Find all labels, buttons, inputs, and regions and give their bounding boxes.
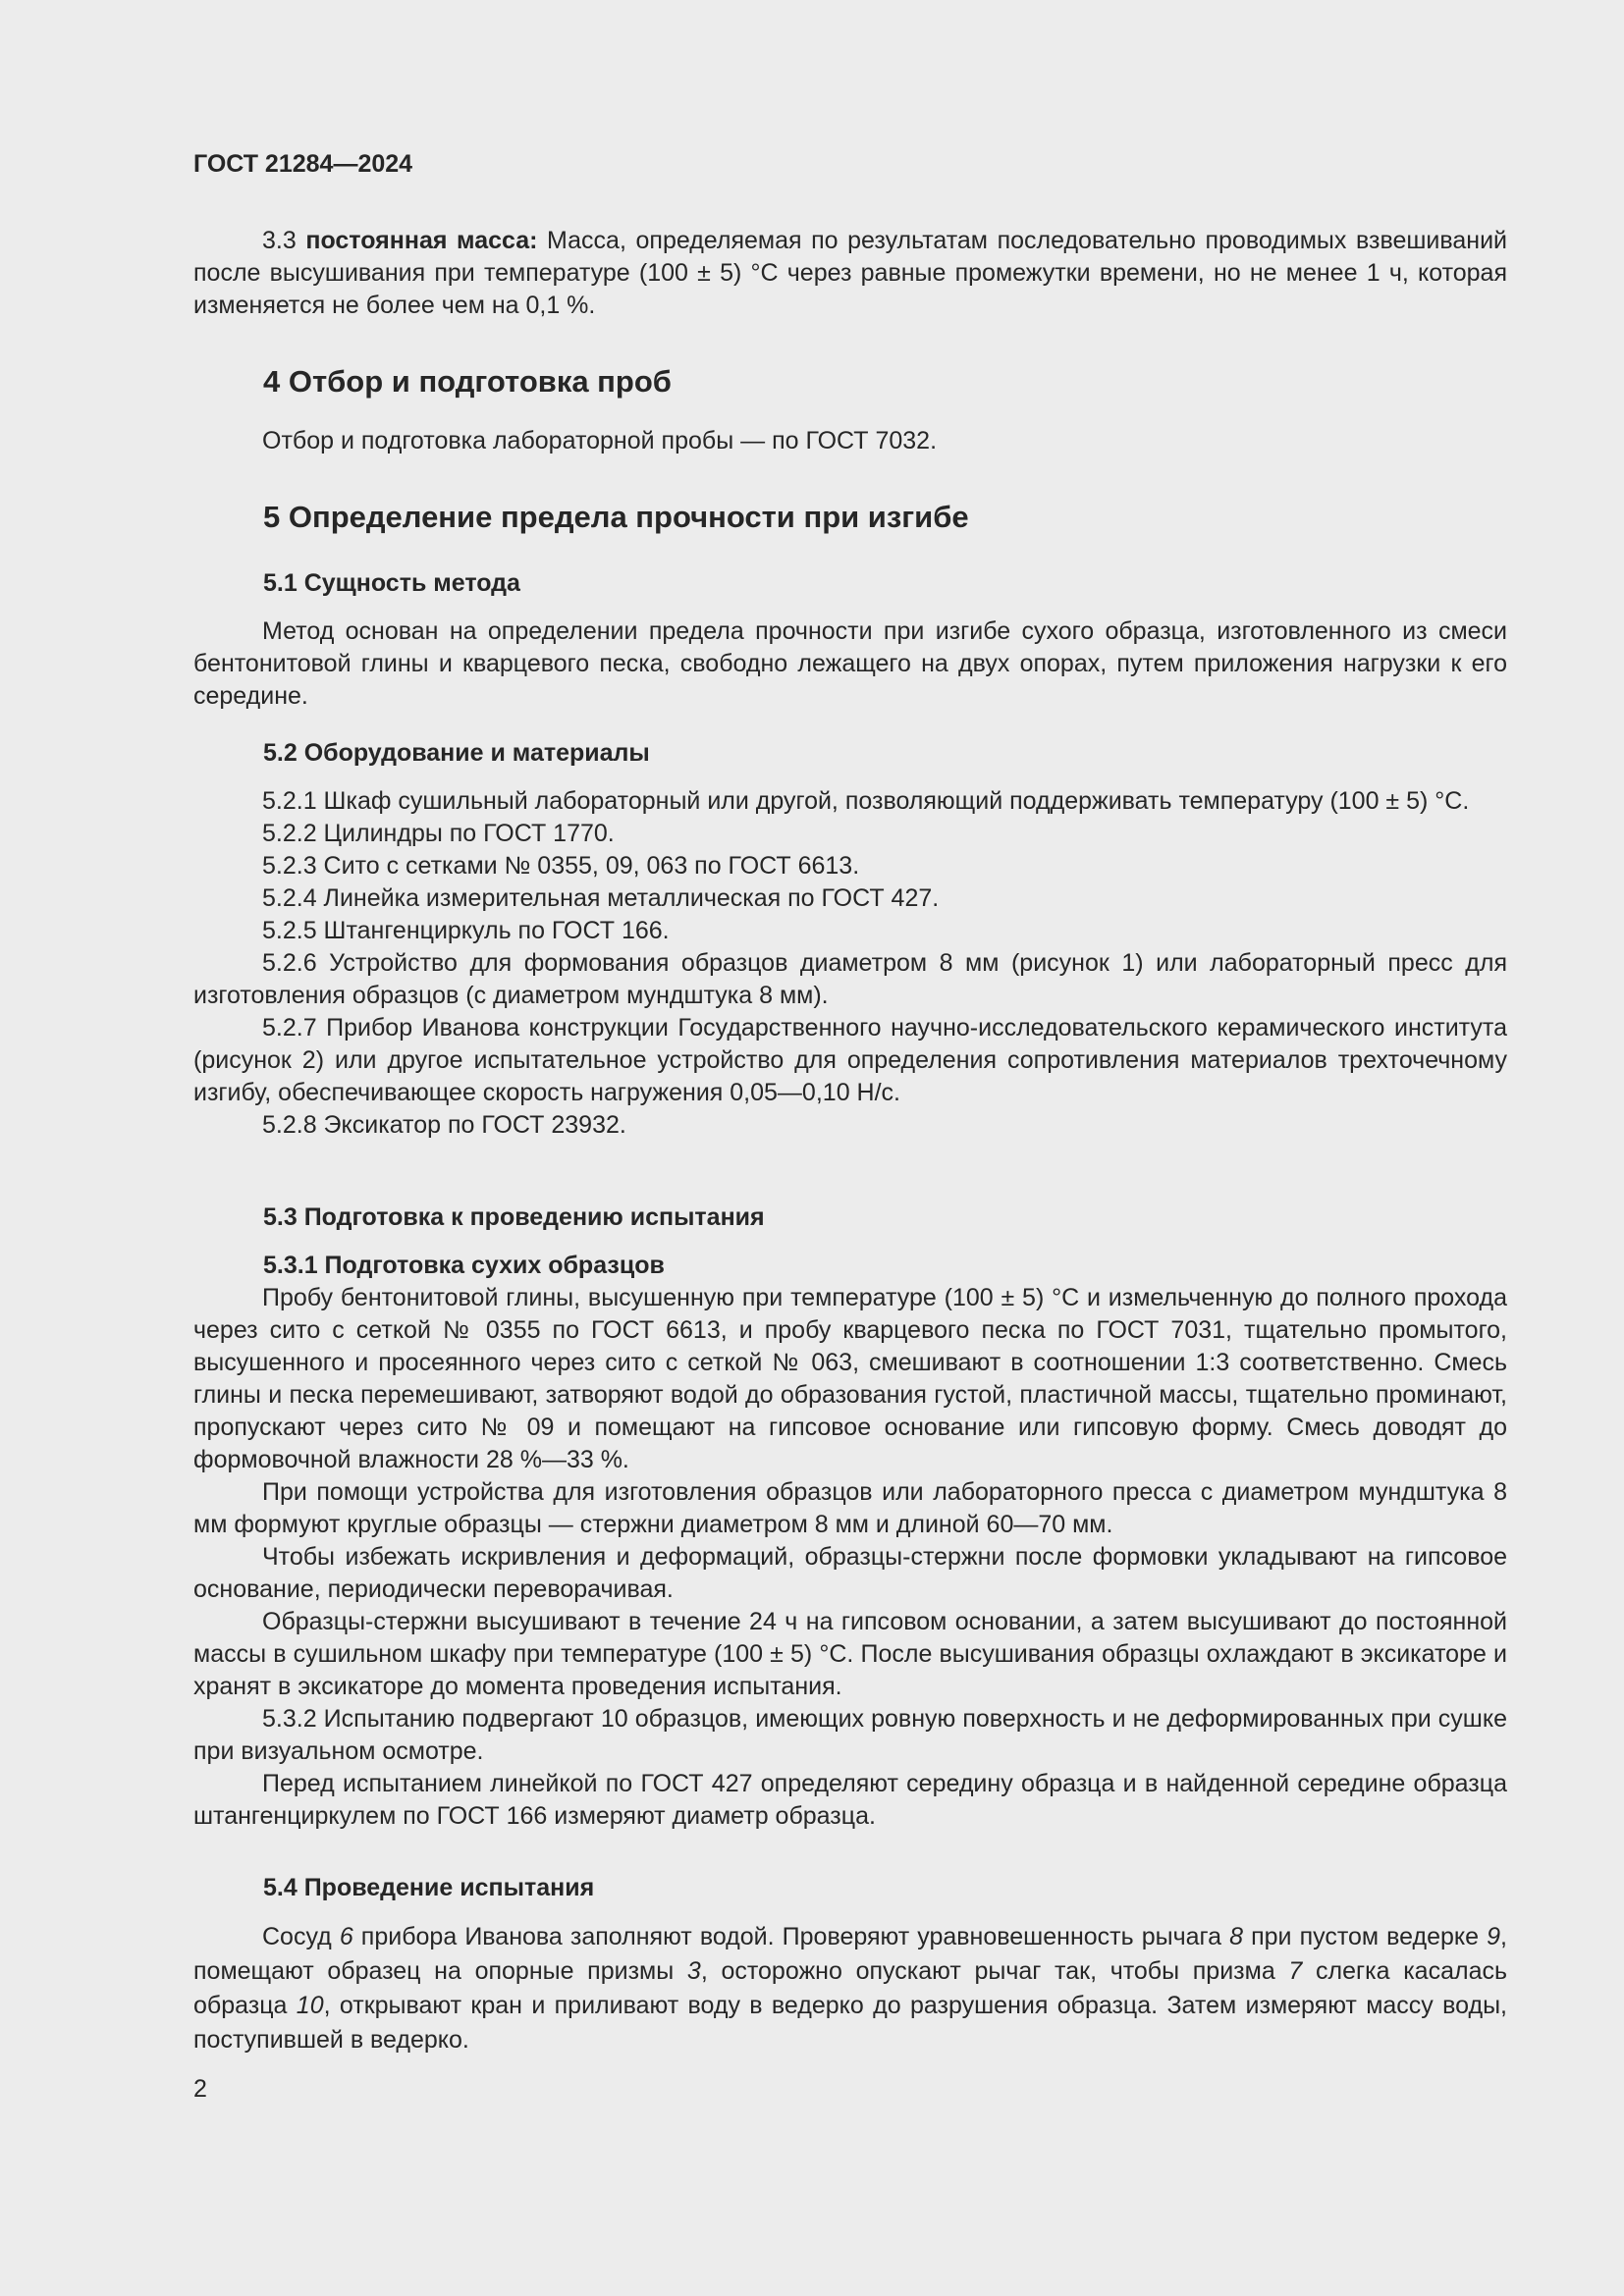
paragraph: Чтобы избежать искривления и деформаций, образцы-стержни после формовки укладывают на гипсовое основание, периодически переворачивая.	[193, 1543, 1507, 1603]
equipment-list	[193, 785, 1507, 1142]
section-4-text: Отбор и подготовка лабораторной пробы — по ГОСТ 7032.	[262, 427, 938, 454]
paragraph: При помощи устройства для изготовления образцов или лабораторного пресса с диаметром мундштука 8 мм формуют круглые образцы — стержни диаметром 8 мм и длиной 60—70 мм.	[193, 1478, 1507, 1538]
paragraph: Пробу бентонитовой глины, высушенную при температуре (100 ± 5) °С и измельченную до полного прохода через сито с сеткой № 0355 по ГОСТ 6613, и пробу кварцевого песка по ГОСТ 7031, тщательно промытого, высушенного и просеянного через сито с сеткой № 063, смешивают в соотношении 1:3 соответственно. Смесь глины и песка перемешивают, затворяют водой до образования густой, пластичной массы, тщательно проминают, пропускают через сито № 09 и помещают на гипсовое основание или гипсовую форму. Смесь доводят до формовочной влажности 28 %—33 %.	[193, 1284, 1507, 1473]
paragraph: Образцы-стержни высушивают в течение 24 ч на гипсовом основании, а затем высушивают до постоянной массы в сушильном шкафу при температуре (100 ± 5) °С. После высушивания образцы охлаждают в эксикаторе и хранят в эксикаторе до момента проведения испытания.	[193, 1608, 1507, 1700]
equipment-item: 5.2.6 Устройство для формования образцов диаметром 8 мм (рисунок 1) или лабораторный пресс для изготовления образцов (с диаметром мундштука 8 мм).	[193, 949, 1507, 1009]
paragraph: 5.3.2 Испытанию подвергают 10 образцов, имеющих ровную поверхность и не деформированных при сушке при визуальном осмотре.	[193, 1705, 1507, 1765]
section-5-2-title: 5.2 Оборудование и материалы	[263, 739, 650, 767]
equipment-item: 5.2.3 Сито с сетками № 0355, 09, 063 по ГОСТ 6613.	[262, 852, 860, 880]
document-header: ГОСТ 21284—2024	[193, 150, 413, 178]
section-5-1-text: Метод основан на определении предела прочности при изгибе сухого образца, изготовленного из смеси бентонитовой глины и кварцевого песка, свободно лежащего на двух опорах, путем приложения нагрузки к его середине.	[193, 617, 1507, 710]
section-5-4-title: 5.4 Проведение испытания	[263, 1874, 595, 1901]
equipment-item: 5.2.7 Прибор Иванова конструкции Государственного научно-исследовательского керамического института (рисунок 2) или другое испытательное устройство для определения сопротивления материалов трехточечному изгибу, обеспечивающее скорость нагружения 0,05—0,10 Н/с.	[193, 1014, 1507, 1106]
section-5-1-title: 5.1 Сущность метода	[263, 569, 520, 597]
page-number: 2	[193, 2075, 207, 2103]
section-5-4-text: Сосуд 6 прибора Иванова заполняют водой. Проверяют уравновешенность рычага 8 при пустом ведерке 9, помещают образец на опорные призмы 3, осторожно опускают рычаг так, чтобы призма 7 слегка касалась образца 10, открывают кран и приливают воду в ведерко до разрушения образца. Затем измеряют массу воды, поступившей в ведерко.	[193, 1923, 1508, 2054]
equipment-item: 5.2.2 Цилиндры по ГОСТ 1770.	[262, 820, 615, 847]
section-5-3-1-text	[193, 1282, 1507, 1833]
section-5-3-1-title: 5.3.1 Подготовка сухих образцов	[263, 1252, 665, 1279]
section-4-title: 4 Отбор и подготовка проб	[263, 364, 672, 399]
equipment-item: 5.2.1 Шкаф сушильный лабораторный или другой, позволяющий поддерживать температуру (100 ± 5) °С.	[262, 787, 1470, 815]
section-5-3-title: 5.3 Подготовка к проведению испытания	[263, 1203, 765, 1231]
equipment-item: 5.2.4 Линейка измерительная металлическая по ГОСТ 427.	[262, 884, 940, 912]
equipment-item: 5.2.8 Эксикатор по ГОСТ 23932.	[262, 1111, 626, 1139]
clause-3-3-text: 3.3 постоянная масса: Масса, определяемая по результатам последовательно проводимых взвешиваний после высушивания при температуре (100 ± 5) °С через равные промежутки времени, но не менее 1 ч, которая изменяется не более чем на 0,1 %.	[193, 227, 1508, 319]
paragraph: Перед испытанием линейкой по ГОСТ 427 определяют середину образца и в найденной середине образца штангенциркулем по ГОСТ 166 измеряют диаметр образца.	[193, 1770, 1507, 1830]
term-constant-mass: постоянная масса:	[305, 227, 538, 254]
section-5-title: 5 Определение предела прочности при изгибе	[263, 500, 969, 534]
equipment-item: 5.2.5 Штангенциркуль по ГОСТ 166.	[262, 917, 670, 944]
clause-3-3	[193, 225, 1507, 322]
